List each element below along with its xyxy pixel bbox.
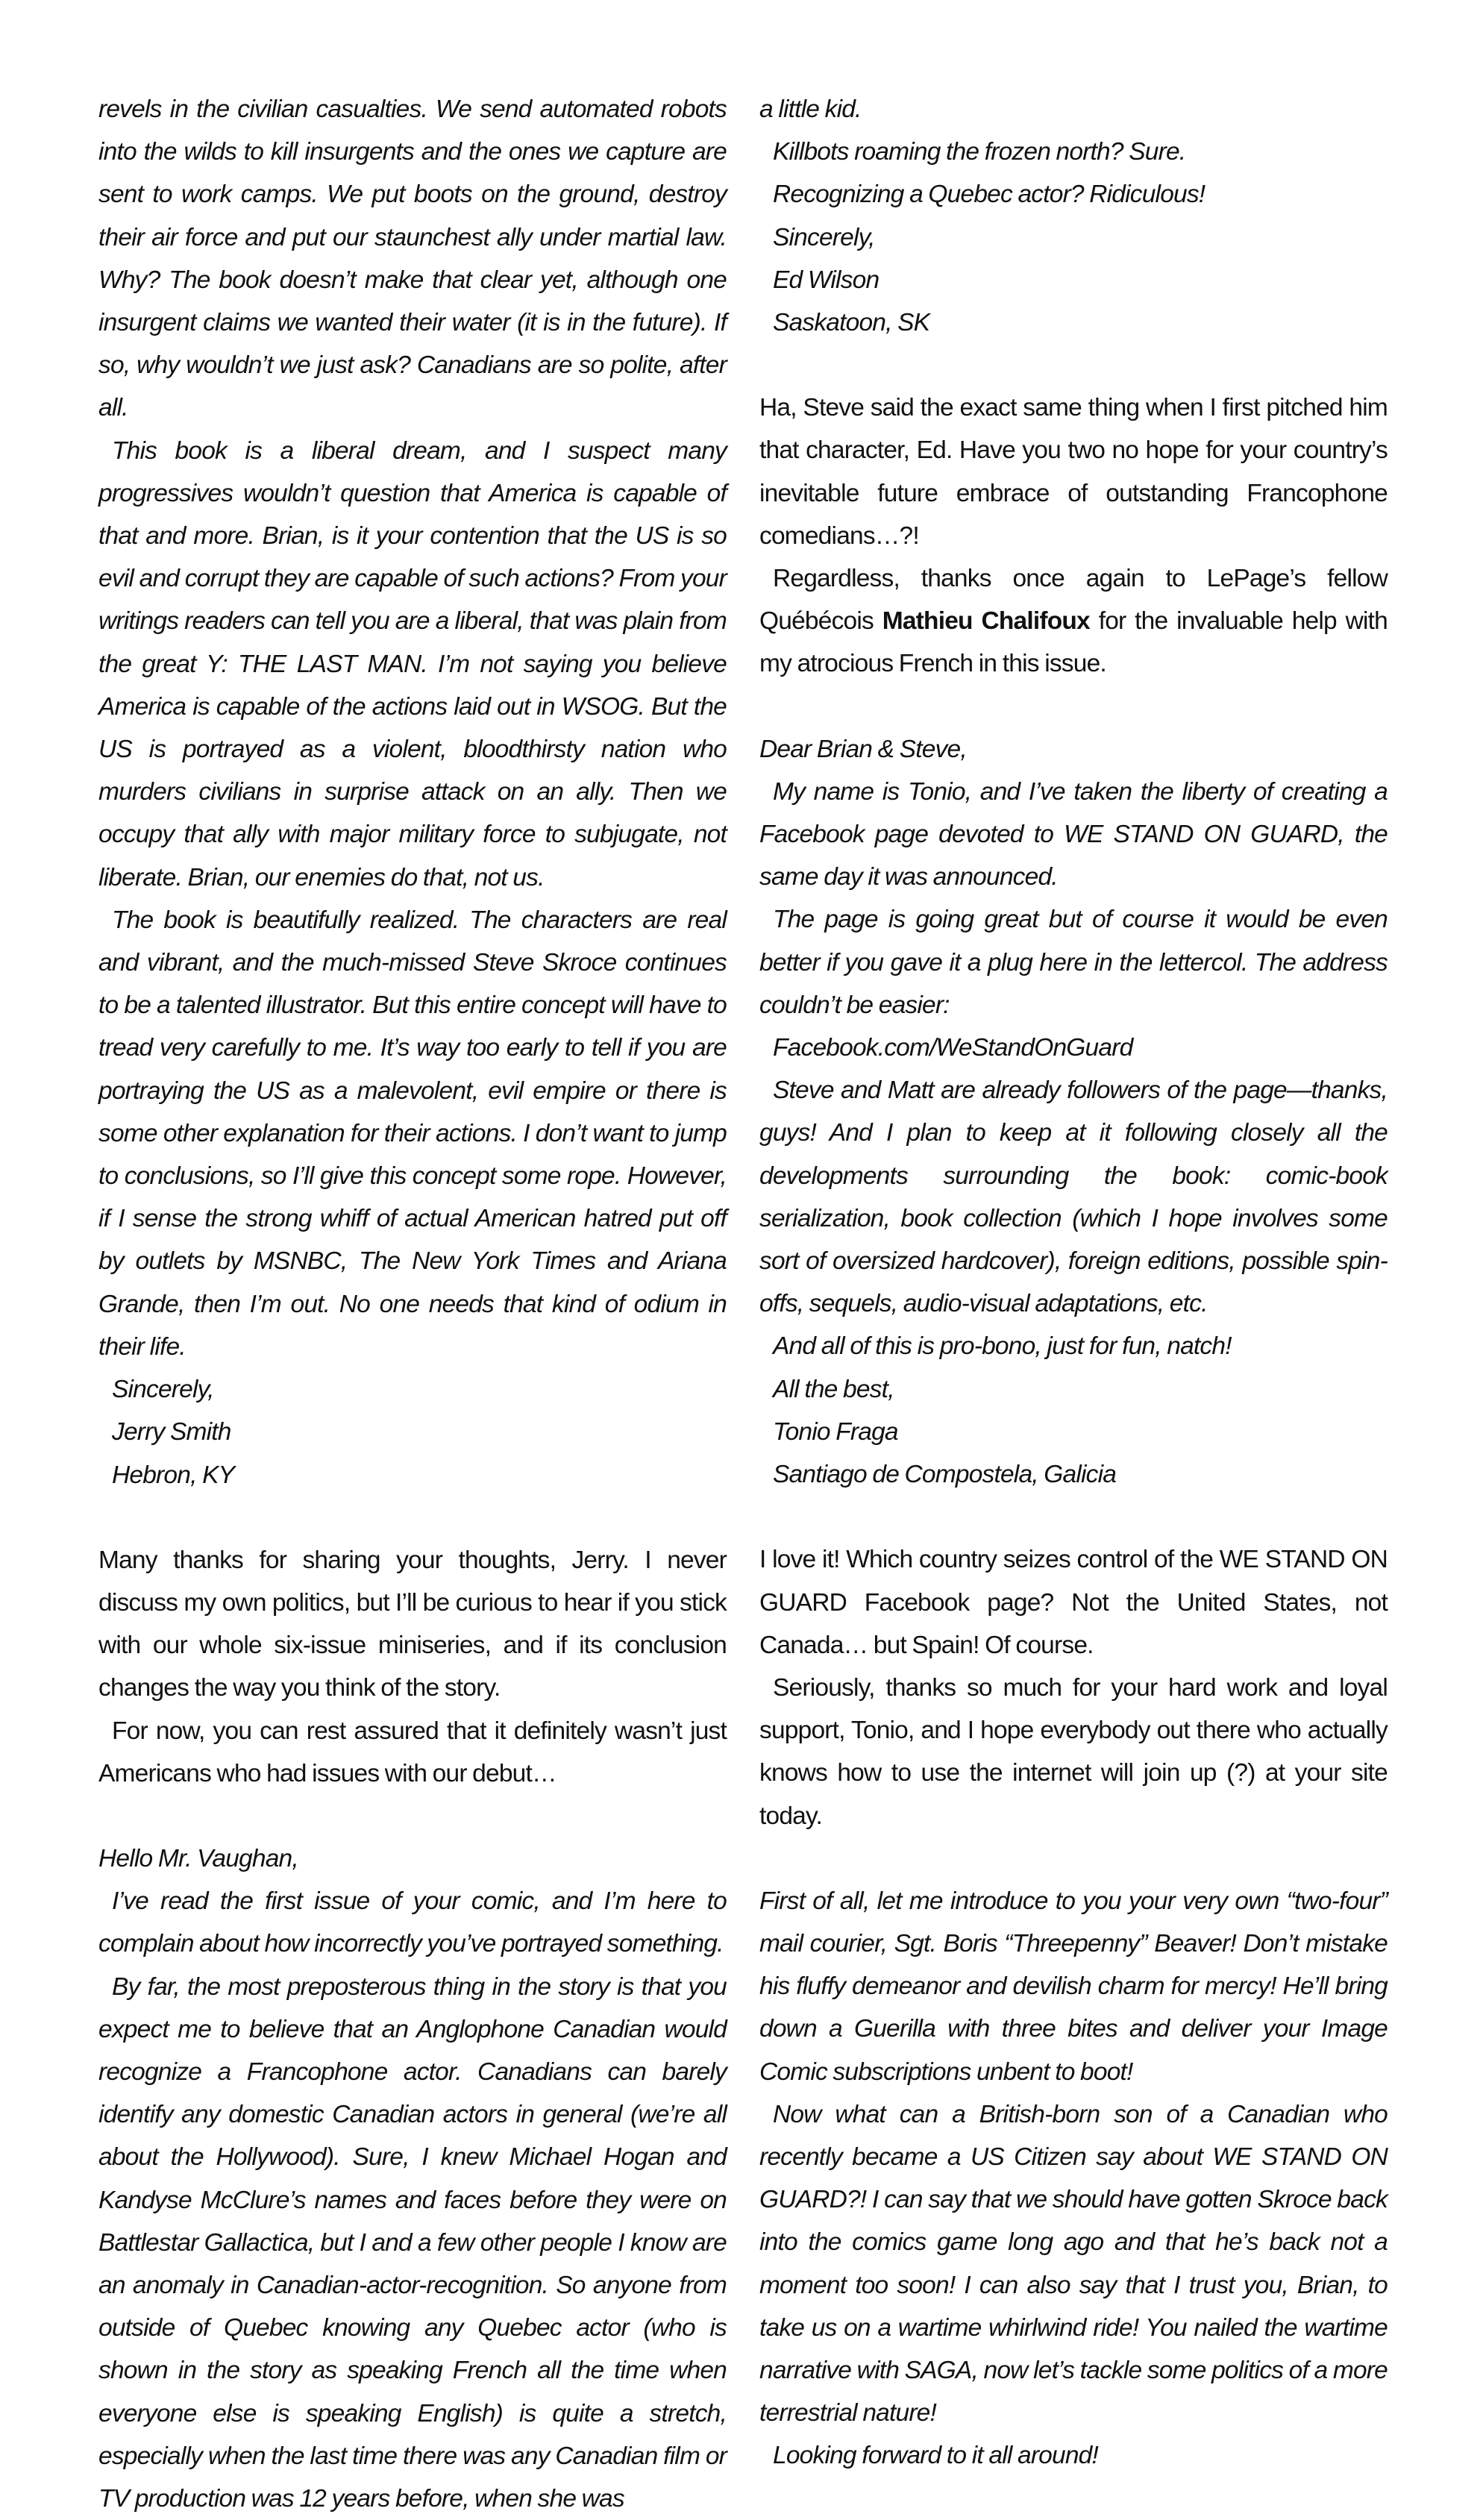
letter-signoff: Sincerely,: [773, 223, 875, 251]
facebook-address: Facebook.com/WeStandOnGuard: [773, 1034, 1133, 1062]
reply-paragraph: Seriously, thanks so much for your hard work and loyal support, Tonio, and I hope everybody out there who actually knows how to use the internet will join up (?) at your site today.: [759, 1673, 1388, 1830]
letter-author: Jerry Smith: [112, 1418, 231, 1447]
reply-paragraph: Many thanks for sharing your thoughts, Jerry. I never discuss my own politics, but I’ll be curious to hear if you stick with our whole six-issue miniseries, and if its conclusion changes the way you think of the story.: [98, 1546, 727, 1702]
letter-paragraph: My name is Tonio, and I’ve taken the liberty of creating a Facebook page devoted to WE STAND ON GUARD, the same day it was announced.: [759, 777, 1388, 891]
reply-paragraph: For now, you can rest assured that it definitely wasn’t just Americans who had issues with our debut…: [98, 1717, 727, 1787]
letter-signoff: Sincerely,: [112, 1376, 214, 1404]
letter-tonio-fraga: [759, 728, 1388, 1496]
letter-location: Hebron, KY: [112, 1461, 235, 1489]
credited-name: Mathieu Chalifoux: [882, 607, 1090, 636]
letter-paragraph: By far, the most preposterous thing in the story is that you expect me to believe that an Anglophone Canadian would recognize a Francophone actor. Canadians can barely identify any domestic Canadian actors in general (we’re all about the Hollywood). Sure, I knew Michael Hogan and Kandyse McClure’s names and faces before they were on Battlestar Gallactica, but I and a few other people I know are an anomaly in Canadian-actor-recognition. So anyone from outside of Quebec knowing any Quebec actor (who is shown in the story as speaking French all the time when everyone else is speaking English) is quite a stretch, especially when the last time there was any Canadian film or TV production was 12 years before, when she was: [98, 1972, 727, 2513]
reply-to-ed: [759, 386, 1388, 685]
letter-greeting: Dear Brian & Steve,: [759, 735, 967, 763]
reply-paragraph: I love it! Which country seizes control of the WE STAND ON GUARD Facebook page? Not the United States, not Canada… but Spain! Of course.: [759, 1546, 1388, 1659]
letter-paragraph-end: a little kid.: [759, 95, 862, 123]
letter-paragraph: First of all, let me introduce to you your very own “two-four” mail courier, Sgt. Boris “Threepenny” Beaver! Don’t mistake his fluffy demeanor and devilish charm for mercy! He’ll bring down a Guerilla with three bites and deliver your Image Comic subscriptions unbent to boot!: [759, 1887, 1388, 2086]
reply-to-tonio: [759, 1538, 1388, 1837]
letter-line: Killbots roaming the frozen north? Sure.: [773, 138, 1186, 166]
reply-paragraph: [759, 557, 1388, 686]
letter-location: Santiago de Compostela, Galicia: [773, 1461, 1117, 1489]
letter-ed-wilson-end: [759, 88, 1388, 344]
letter-paragraph: This book is a liberal dream, and I suspect many progressives wouldn’t question that America is capable of that and more. Brian, is it your contention that the US is so evil and corrupt they are capable of such actions? From your writings readers can tell you are a liberal, that was plain from the great Y: THE LAST MAN. I’m not saying you believe America is capable of the actions laid out in WSOG. But the US is portrayed as a violent, bloodthirsty nation who murders civilians in surprise attack on an ally. Then we occupy that ally with major military force to subjugate, not liberate. Brian, our enemies do that, not us.: [98, 436, 727, 891]
letter-greeting: Hello Mr. Vaughan,: [98, 1844, 298, 1872]
letter-author: Ed Wilson: [773, 266, 880, 294]
letter-jerry-smith: [98, 88, 727, 1496]
letter-paragraph: Steve and Matt are already followers of the page—thanks, guys! And I plan to keep at it following closely all the developments surrounding the book: comic-book serialization, book collection (which I hope involves some sort of oversized hardcover), foreign editions, possible spin-offs, sequels, audio-visual adaptations, etc.: [759, 1076, 1388, 1318]
reply-to-jerry: [98, 1539, 727, 1795]
letter-paragraph: revels in the civilian casualties. We send automated robots into the wilds to kill insurgents and the ones we capture are sent to work camps. We put boots on the ground, destroy their air force and put our staunchest ally under martial law. Why? The book doesn’t make that clear yet, although one insurgent claims we wanted their water (it is in the future). If so, why wouldn’t we just ask? Canadians are so polite, after all.: [98, 95, 727, 422]
letter-paragraph: Now what can a British-born son of a Canadian who recently became a US Citizen say about WE STAND ON GUARD?! I can say that we should have gotten Skroce back into the comics game long ago and that he’s back not a moment too soon! I can also say that I trust you, Brian, to take us on a wartime whirlwind ride! You nailed the wartime narrative with SAGA, now let’s tackle some politics of a more terrestrial nature!: [759, 2100, 1388, 2427]
reply-text: Regardless, thanks once again to LePage’s fellow Québécois: [759, 565, 1388, 636]
letter-author: Tonio Fraga: [773, 1417, 898, 1446]
letter-paragraph: Looking forward to it all around!: [773, 2442, 1099, 2470]
reply-text: for the invaluable help with my atrocious French in this issue.: [759, 607, 1388, 678]
letter-paragraph: The page is going great but of course it would be even better if you gave it a plug here in the lettercol. The address couldn’t be easier:: [759, 906, 1388, 1019]
left-column: [98, 88, 727, 2520]
letter-ed-wilson: [98, 1837, 727, 2520]
letter-paragraph: I’ve read the first issue of your comic, and I’m here to complain about how incorrectly you’ve portrayed something.: [98, 1887, 727, 1958]
letter-paragraph: And all of this is pro-bono, just for fun, natch!: [773, 1332, 1232, 1361]
letter-line: Recognizing a Quebec actor? Ridiculous!: [773, 181, 1205, 209]
letter-paragraph: The book is beautifully realized. The characters are real and vibrant, and the much-missed Steve Skroce continues to be a talented illustrator. But this entire concept will have to tread very carefully to me. It’s way too early to tell if you are portraying the US as a malevolent, evil empire or there is some other explanation for their actions. I don’t want to jump to conclusions, so I’ll give this concept some rope. However, if I sense the strong whiff of actual American hatred put off by outlets by MSNBC, The New York Times and Ariana Grande, then I’m out. No one needs that kind of odium in their life.: [98, 906, 727, 1361]
reply-paragraph: Ha, Steve said the exact same thing when I first pitched him that character, Ed. Have you two no hope for your country’s inevitable future embrace of outstanding Francophone comedians…?!: [759, 394, 1388, 550]
letter-signoff: All the best,: [773, 1375, 894, 1403]
letter-location: Saskatoon, SK: [773, 309, 930, 337]
right-column: [759, 88, 1388, 2477]
letter-beaver-courier: [759, 1880, 1388, 2477]
